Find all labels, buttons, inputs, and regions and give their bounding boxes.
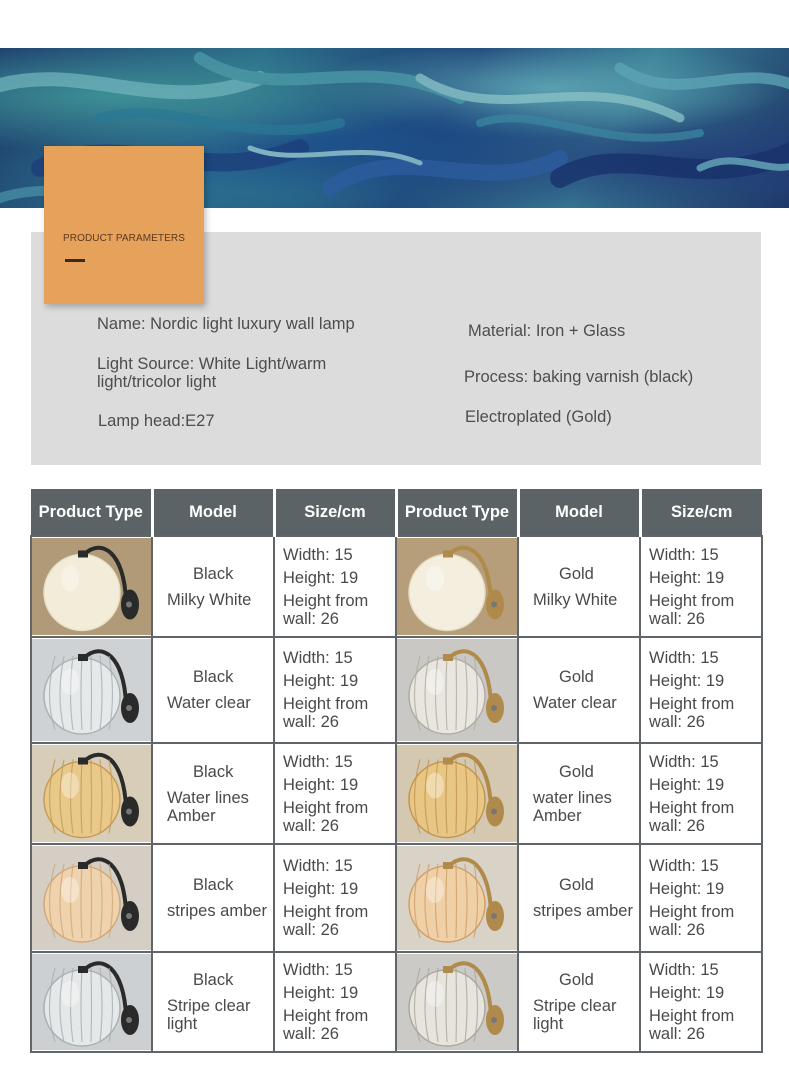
size-width: Width: 15: [283, 649, 353, 667]
size-wall-label: Height from: [649, 695, 735, 713]
size-wall-value: wall: 26: [649, 921, 705, 939]
header-product-type: Product Type: [396, 489, 518, 536]
product-parameters-badge: [44, 146, 204, 304]
param-lamp-head: Lamp head:E27: [98, 412, 215, 430]
lamp-black-image: [32, 639, 152, 741]
size-width: Width: 15: [649, 545, 719, 564]
model-finish: Gold: [559, 564, 594, 583]
model-cell: [518, 743, 640, 844]
lamp-black-image: [32, 538, 152, 635]
size-height: Height: 19: [283, 672, 359, 690]
size-height: Height: 19: [283, 568, 359, 587]
model-cell: [152, 536, 274, 637]
table-row: [31, 637, 762, 743]
spec-table: [30, 489, 763, 1053]
size-wall-value: wall: 26: [283, 609, 339, 628]
table-row: [31, 536, 762, 637]
size-wall-label: Height from: [649, 591, 735, 610]
size-width: Width: 15: [283, 545, 353, 564]
param-process: Process: baking varnish (black): [464, 368, 694, 386]
model-finish: Black: [193, 564, 234, 583]
size-width: Width: 15: [283, 961, 353, 979]
size-width: Width: 15: [283, 857, 353, 875]
size-cell: [274, 536, 396, 637]
model-name: stripes amber: [167, 902, 267, 920]
table-row: [31, 952, 762, 1052]
product-image-black: [31, 637, 152, 743]
size-width: Width: 15: [283, 752, 353, 771]
product-image-gold: [396, 743, 518, 844]
model-name: Stripe clear light: [533, 997, 617, 1033]
size-cell: [640, 536, 762, 637]
model-cell: [152, 743, 274, 844]
param-light-source-line1: Light Source: White Light/warm: [97, 355, 327, 373]
size-height: Height: 19: [649, 880, 725, 898]
size-height: Height: 19: [283, 984, 359, 1002]
size-cell: [640, 743, 762, 844]
size-cell: [274, 743, 396, 844]
model-finish: Black: [193, 762, 234, 781]
size-wall-label: Height from: [283, 1007, 369, 1025]
size-wall-value: wall: 26: [649, 816, 705, 835]
lamp-black-image: [32, 954, 152, 1050]
size-height: Height: 19: [283, 775, 359, 794]
model-name: Stripe clear light: [167, 997, 251, 1033]
lamp-gold-image: [397, 846, 518, 950]
size-width: Width: 15: [649, 961, 719, 979]
header-size: Size/cm: [640, 489, 762, 536]
lamp-gold-image: [397, 639, 518, 741]
model-cell: [518, 844, 640, 952]
header-model: Model: [518, 489, 640, 536]
param-electroplated: Electroplated (Gold): [465, 408, 612, 426]
size-cell: [640, 952, 762, 1052]
table-row: [31, 844, 762, 952]
product-image-gold: [396, 844, 518, 952]
size-height: Height: 19: [649, 775, 725, 794]
size-wall-label: Height from: [283, 798, 369, 817]
size-wall-label: Height from: [283, 903, 369, 921]
size-width: Width: 15: [649, 649, 719, 667]
product-image-black: [31, 952, 152, 1052]
lamp-black-image: [32, 846, 152, 950]
header-size: Size/cm: [274, 489, 396, 536]
model-cell: [518, 952, 640, 1052]
model-name: Milky White: [167, 590, 252, 609]
size-cell: [640, 637, 762, 743]
model-name: Milky White: [533, 590, 618, 609]
size-cell: [274, 844, 396, 952]
model-name: Water clear: [167, 694, 251, 712]
size-cell: [640, 844, 762, 952]
model-finish: Black: [193, 876, 234, 894]
param-name: Name: Nordic light luxury wall lamp: [97, 315, 355, 333]
model-finish: Gold: [559, 762, 594, 781]
product-image-black: [31, 743, 152, 844]
table-row: [31, 743, 762, 844]
param-light-source-line2: light/tricolor light: [97, 373, 217, 391]
model-finish: Gold: [559, 668, 594, 686]
model-finish: Black: [193, 668, 234, 686]
model-cell: [152, 952, 274, 1052]
size-wall-label: Height from: [283, 695, 369, 713]
header-product-type: Product Type: [31, 489, 152, 536]
model-cell: [152, 637, 274, 743]
badge-title: PRODUCT PARAMETERS: [63, 233, 186, 244]
model-name: water lines Amber: [533, 788, 612, 825]
model-name: Water clear: [533, 694, 617, 712]
size-wall-label: Height from: [649, 798, 735, 817]
product-image-black: [31, 844, 152, 952]
size-height: Height: 19: [649, 672, 725, 690]
model-cell: [518, 536, 640, 637]
lamp-gold-image: [397, 745, 518, 842]
size-height: Height: 19: [649, 568, 725, 587]
size-wall-value: wall: 26: [649, 713, 705, 731]
model-name: Water lines Amber: [167, 788, 249, 825]
size-cell: [274, 637, 396, 743]
size-wall-value: wall: 26: [283, 816, 339, 835]
param-material: Material: Iron + Glass: [468, 322, 626, 340]
size-wall-value: wall: 26: [649, 609, 705, 628]
model-finish: Gold: [559, 971, 594, 989]
product-image-gold: [396, 637, 518, 743]
size-height: Height: 19: [283, 880, 359, 898]
size-wall-label: Height from: [283, 591, 369, 610]
size-wall-value: wall: 26: [283, 1025, 339, 1043]
model-finish: Black: [193, 971, 234, 989]
model-finish: Gold: [559, 876, 594, 894]
product-image-gold: [396, 952, 518, 1052]
model-cell: [518, 637, 640, 743]
product-image-black: [31, 536, 152, 637]
lamp-gold-image: [397, 538, 518, 635]
size-wall-value: wall: 26: [283, 921, 339, 939]
table-header-row: [31, 489, 762, 536]
header-model: Model: [152, 489, 274, 536]
lamp-black-image: [32, 745, 152, 842]
model-name: stripes amber: [533, 902, 633, 920]
size-height: Height: 19: [649, 984, 725, 1002]
model-cell: [152, 844, 274, 952]
size-wall-value: wall: 26: [283, 713, 339, 731]
size-wall-label: Height from: [649, 903, 735, 921]
badge-underline: [65, 259, 85, 262]
size-width: Width: 15: [649, 752, 719, 771]
size-wall-value: wall: 26: [649, 1025, 705, 1043]
size-wall-label: Height from: [649, 1007, 735, 1025]
lamp-gold-image: [397, 954, 518, 1050]
product-image-gold: [396, 536, 518, 637]
size-cell: [274, 952, 396, 1052]
size-width: Width: 15: [649, 857, 719, 875]
